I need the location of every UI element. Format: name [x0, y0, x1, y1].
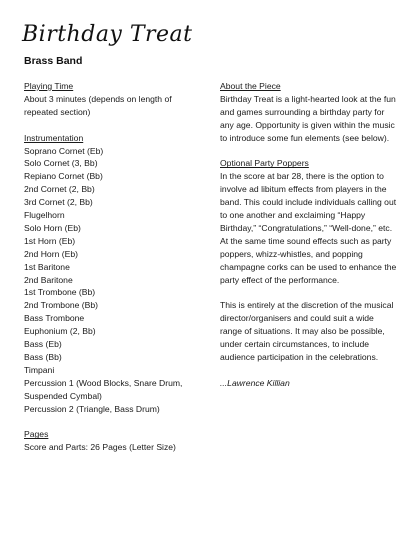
list-item: Solo Cornet (3, Bb)	[24, 158, 98, 169]
list-item: Percussion 1 (Wood Blocks, Snare Drum, Suspended Cymbal)	[24, 377, 183, 401]
author-signature: ...Lawrence Killian	[220, 377, 290, 388]
list-item: Solo Horn (Eb)	[24, 222, 81, 233]
instrument-list	[24, 145, 204, 416]
party-poppers-heading: Optional Party Poppers	[220, 158, 309, 169]
instrumentation-heading: Instrumentation	[24, 132, 84, 143]
list-item: Repiano Cornet (Bb)	[24, 171, 103, 182]
list-item: Flugelhorn	[24, 210, 65, 221]
list-item: Bass Trombone	[24, 313, 85, 324]
left-column	[24, 80, 204, 454]
list-item: 2nd Baritone	[24, 274, 73, 285]
about-heading: About the Piece	[220, 81, 281, 91]
discretion-text: This is entirely at the discretion of the musical director/organisers and could suit a wide range of situations. It may also be possible, under certain circumstances, to include audience participation in the celebrations.	[220, 300, 394, 362]
list-item: Euphonium (2, Bb)	[24, 326, 96, 337]
list-item: 1st Trombone (Bb)	[24, 287, 96, 298]
playing-time-heading: Playing Time	[24, 81, 74, 91]
document-title: Birthday Treat	[22, 22, 193, 47]
party-poppers-text: In the score at bar 28, there is the option to involve ad libitum effects from players in the band. This could include individuals calling out to one another and exclaiming “Happy Birthday,” “Congratulations,” “Well-done,” etc. At the same time sound effects such as party poppers, whizz-whistles, and popping champagne corks can be used to enhance the party effect of the performance.	[220, 171, 397, 285]
list-item: 2nd Horn (Eb)	[24, 248, 78, 259]
list-item: 1st Baritone	[24, 261, 70, 272]
about-text: Birthday Treat is a light-hearted look at the fun and games surrounding a birthday party for any age. Opportunity is given within the music to introduce some fun elements (see below).	[220, 93, 396, 143]
document-subtitle: Brass Band	[24, 55, 83, 67]
list-item: Timpani	[24, 364, 55, 375]
right-column	[220, 80, 398, 390]
list-item: 2nd Trombone (Bb)	[24, 300, 99, 311]
list-item: 1st Horn (Eb)	[24, 235, 76, 246]
list-item: Bass (Bb)	[24, 352, 62, 363]
list-item: 2nd Cornet (2, Bb)	[24, 184, 95, 195]
playing-time-text: About 3 minutes (depends on length of repeated section)	[24, 93, 172, 117]
list-item: Soprano Cornet (Eb)	[24, 145, 104, 156]
list-item: 3rd Cornet (2, Bb)	[24, 197, 93, 208]
pages-text: Score and Parts: 26 Pages (Letter Size)	[24, 442, 176, 453]
list-item: Percussion 2 (Triangle, Bass Drum)	[24, 403, 160, 414]
list-item: Bass (Eb)	[24, 339, 62, 350]
pages-heading: Pages	[24, 429, 49, 440]
